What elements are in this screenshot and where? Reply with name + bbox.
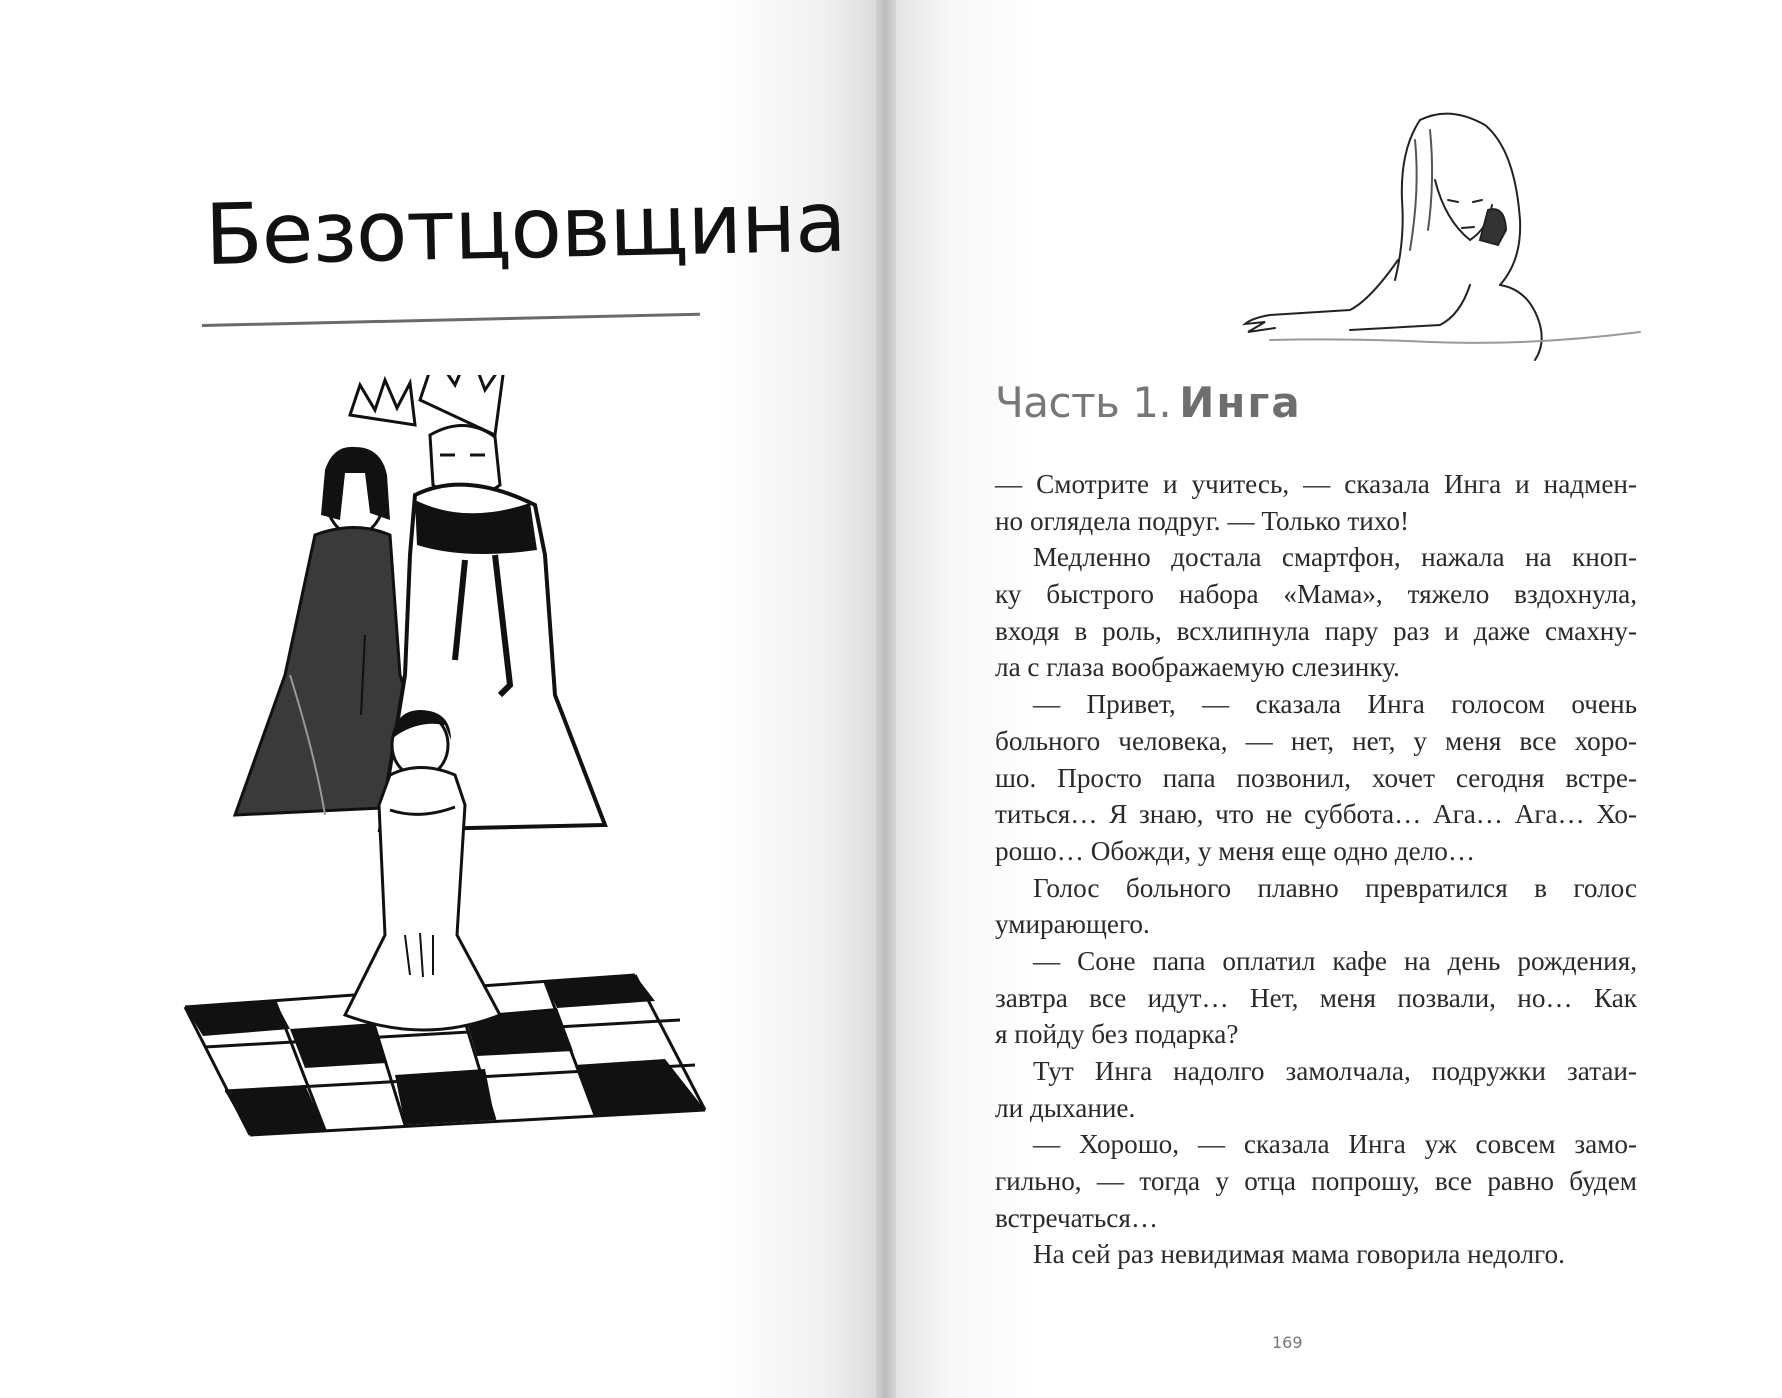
- title-underline: [202, 313, 700, 327]
- text-line: ку быстрого набора «Мама», тяжело вздохнула,: [995, 579, 1637, 610]
- text-line: умирающего.: [995, 909, 1150, 940]
- book-gutter: [876, 0, 896, 1398]
- page-number: 169: [1272, 1333, 1303, 1352]
- text-line: больного человека, — нет, нет, у меня все хоро-: [995, 725, 1637, 756]
- text-line: Медленно достала смартфон, нажала на кноп-: [1033, 542, 1637, 573]
- text-line: шо. Просто папа позвонил, хочет сегодня встре-: [995, 762, 1637, 793]
- text-line: На сей раз невидимая мама говорила недолго.: [1033, 1239, 1565, 1270]
- text-line: Тут Инга надолго замолчала, подружки затаи-: [1033, 1056, 1637, 1086]
- text-line: — Хорошо, — сказала Инга уж совсем замо-: [1033, 1129, 1637, 1160]
- text-line: завтра все идут… Нет, меня позвали, но… Как: [995, 982, 1637, 1013]
- text-line: титься… Я знаю, что не суббота… Ага… Ага… Хо-: [995, 799, 1637, 830]
- story-body-text: [995, 466, 1637, 1273]
- chess-family-illustration: [165, 375, 715, 1155]
- text-line: встречаться…: [995, 1202, 1159, 1233]
- text-line: ли дыхание.: [995, 1092, 1136, 1123]
- arm-outline: [1245, 260, 1398, 332]
- text-line: ла с глаза воображаемую слезинку.: [995, 652, 1400, 683]
- chapter-title: Безотцовщина: [203, 172, 847, 284]
- shoulder-outline: [1500, 285, 1542, 360]
- girl-on-phone-illustration: [1230, 110, 1650, 380]
- part-heading: [995, 378, 1302, 427]
- phone-hand: [1480, 209, 1506, 245]
- part-name: Инга: [1179, 378, 1302, 427]
- text-line: — Привет, — сказала Инга голосом очень: [1033, 689, 1637, 720]
- text-line: входя в роль, всхлипнула пару раз и даже смахну-: [995, 615, 1637, 646]
- text-line: рошо… Обожди, у меня еще одно дело…: [995, 835, 1476, 866]
- hair-outline: [1420, 114, 1520, 285]
- left-page: [0, 0, 876, 1398]
- text-line: я пойду без подарка?: [995, 1019, 1239, 1050]
- text-line: гильно, — тогда у отца попрошу, все равно будем: [995, 1166, 1637, 1197]
- text-line: — Смотрите и учитесь, — сказала Инга и надмен-: [995, 469, 1637, 499]
- text-line: Голос больного плавно превратился в голос: [1033, 872, 1637, 903]
- text-line: — Соне папа оплатил кафе на день рождения,: [1033, 945, 1637, 976]
- text-line: но оглядела подруг. — Только тихо!: [995, 505, 1410, 536]
- part-number: Часть 1.: [995, 378, 1172, 427]
